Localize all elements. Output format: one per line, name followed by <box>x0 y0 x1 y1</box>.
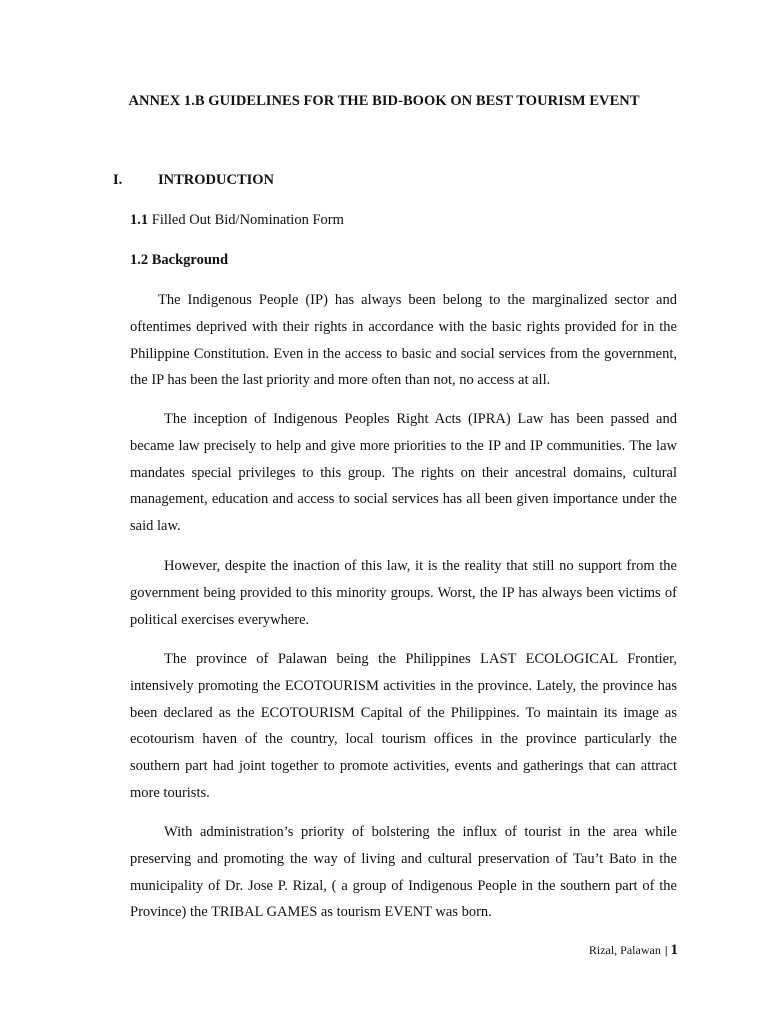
paragraph-3: However, despite the inaction of this law, it is the reality that still no support from the government being provided to this minority groups. Worst, the IP has always been victims of political exercises everywhere. <box>130 558 677 628</box>
footer-location: Rizal, Palawan <box>588 943 661 957</box>
paragraph-1: The Indigenous People (IP) has always been belong to the marginalized sector and oftentimes deprived with their rights in accordance with the basic rights provided for in the Philippine Constitution. Even in the access to basic and social services from the government, the IP has been the last priority and more often than not, no access at all. <box>130 292 677 389</box>
document-title: ANNEX 1.B GUIDELINES FOR THE BID-BOOK ON BEST TOURISM EVENT <box>128 93 640 109</box>
footer-separator: | <box>664 943 668 957</box>
page-footer <box>589 942 678 959</box>
paragraph-2: The inception of Indigenous Peoples Right Acts (IPRA) Law has been passed and became law precisely to help and give more priorities to the IP and IP communities. The law mandates special privileges to this group. The rights on their ancestral domains, cultural management, education and access to social services has all been given importance under the said law. <box>130 411 677 535</box>
subsection-1-2 <box>130 252 228 269</box>
section-title: INTRODUCTION <box>158 172 275 188</box>
subsection-label: Filled Out Bid/Nomination Form <box>151 212 344 228</box>
paragraph-4: The province of Palawan being the Philippines LAST ECOLOGICAL Frontier, intensively promoting the ECOTOURISM activities in the province. Lately, the province has been declared as the ECOTOURISM Capital of the Philippines. To maintain its image as ecotourism haven of the country, local tourism offices in the province particularly the southern part had joint together to promote activities, events and gatherings that can attract more tourists. <box>130 651 677 801</box>
section-number: I. <box>113 172 123 188</box>
paragraph-5: With administration’s priority of bolstering the influx of tourist in the area while preserving and promoting the way of living and cultural preservation of Tau’t Bato in the municipality of Dr. Jose P. Rizal, ( a group of Indigenous People in the southern part of the Province) the TRIBAL GAMES as tourism EVENT was born. <box>130 824 677 921</box>
subsection-number: 1.1 <box>130 212 149 228</box>
subsection-number: 1.2 <box>130 252 149 268</box>
subsection-1-1 <box>130 212 344 229</box>
subsection-label: Background <box>151 252 229 268</box>
page-number: 1 <box>670 942 678 958</box>
section-heading <box>113 172 274 189</box>
